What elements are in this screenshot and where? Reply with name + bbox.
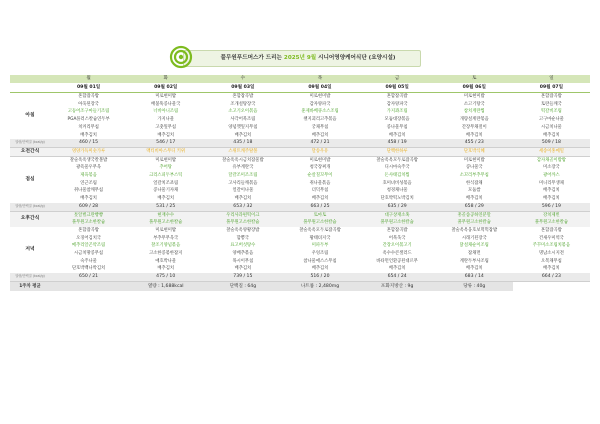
menu-item: 콩나물기자채 bbox=[153, 188, 179, 194]
menu-item: 돈사태김치찜 bbox=[384, 173, 410, 179]
nutrition-value: 531 / 25 bbox=[127, 203, 204, 211]
pm_snack-row bbox=[10, 219, 590, 227]
nutrition-value: 653 / 32 bbox=[204, 203, 281, 211]
weekly-value: 포화지방산 : 9g bbox=[359, 281, 436, 291]
menu-item: 고구마순나물 bbox=[538, 117, 564, 123]
nutrition-value: 458 / 19 bbox=[359, 139, 436, 147]
date-cell: 09월 01일 bbox=[50, 83, 127, 93]
title-text: 시니어영양케어식단 (요양시설) bbox=[318, 55, 396, 61]
menu-item: 배추김치 bbox=[234, 266, 252, 272]
title-banner bbox=[183, 50, 421, 67]
menu-item: 오복채무침 bbox=[541, 258, 562, 264]
menu-item: 풀무원고소한칼슘 bbox=[359, 219, 436, 227]
menu-item: 호미녀비성볶음 bbox=[382, 180, 412, 186]
menu-item: 토란들깨국 bbox=[541, 101, 562, 107]
breakfast-row bbox=[10, 132, 590, 140]
dinner-row bbox=[10, 227, 590, 235]
date-cell: 09월 07일 bbox=[513, 83, 590, 93]
menu-item: 시금치땅콩무침 bbox=[74, 251, 104, 257]
menu-item: 미로현미밥 bbox=[309, 94, 331, 99]
menu-item: 한식잡채 bbox=[465, 180, 483, 186]
breakfast-row bbox=[10, 116, 590, 124]
menu-item: 혼합잡곡밥 bbox=[386, 94, 408, 99]
date-cell: 09월 04일 bbox=[281, 83, 358, 93]
snack-item: 단백한하루 bbox=[359, 147, 436, 156]
menu-item: 연근조림 bbox=[80, 180, 97, 186]
logo-icon bbox=[169, 45, 193, 69]
menu-item: 얼갈이나물 bbox=[232, 188, 254, 194]
menu-item: 혼합잡곡밥 bbox=[541, 94, 562, 99]
menu-item: 풀무원고소한칼슘 bbox=[204, 219, 281, 227]
menu-item: 배불뚝콩나물국 bbox=[151, 101, 181, 107]
menu-item: 취나물참깨무침 bbox=[74, 188, 104, 194]
menu-item: 오징어김치국 bbox=[76, 235, 102, 241]
snack-item: 세송이홍메밀 bbox=[513, 147, 590, 156]
menu-table bbox=[10, 75, 590, 291]
nutrition-label: 열량/단백질 (kcal/g) bbox=[10, 273, 50, 281]
menu-item: 숙주나물 bbox=[80, 258, 97, 264]
menu-item: 고사리들깨볶음 bbox=[228, 180, 258, 186]
menu-item: 단호박백나박김치 bbox=[71, 266, 106, 272]
menu-item: 조개설탕장국 bbox=[230, 101, 256, 107]
menu-item: 양배추볶음 bbox=[232, 251, 254, 257]
menu-item: 간장무채절이 bbox=[461, 124, 487, 130]
menu-item: 가지꽈조림 bbox=[386, 109, 408, 115]
menu-item: 배추김치 bbox=[543, 132, 560, 138]
menu-item: 미파두부 bbox=[311, 243, 329, 249]
menu-item: 메추리알곤약조림 bbox=[71, 243, 106, 249]
date-row bbox=[10, 83, 590, 93]
menu-item: 배추김치 bbox=[311, 196, 329, 202]
nutrition-value: 455 / 23 bbox=[436, 139, 513, 147]
menu-item: 달걀조미조조림 bbox=[228, 173, 258, 179]
menu-item: 찰조기양념볶음 bbox=[151, 243, 181, 249]
nutrition-value: 654 / 24 bbox=[359, 273, 436, 281]
menu-item: 간장오이볶고기 bbox=[382, 243, 412, 249]
menu-item: 배추김치 bbox=[80, 132, 97, 138]
snack-item: 영양가득미숫가루 bbox=[50, 147, 127, 156]
menu-item: 개량설계란볶음 bbox=[459, 117, 489, 123]
menu-item: 모둠쌈 bbox=[468, 188, 481, 194]
menu-item: 궁채무침 bbox=[311, 124, 329, 130]
menu-item: 미로현미밥 bbox=[463, 157, 485, 163]
weekly-value: 단백질 : 64g bbox=[204, 281, 281, 291]
dinner-row bbox=[10, 265, 590, 273]
page-title bbox=[198, 51, 418, 66]
nutrition-label: 열량/단백질 (kcal/g) bbox=[10, 139, 50, 147]
am-snack-row bbox=[10, 147, 590, 156]
menu-item: 더덕무침 bbox=[311, 188, 329, 194]
snack-item: 맥티비아스무디 키위 bbox=[127, 147, 204, 156]
day-header: 월 bbox=[50, 75, 127, 83]
menu-item: 청국장찌개 bbox=[309, 165, 331, 171]
menu-item: 모둠대장볶음 bbox=[384, 117, 410, 123]
menu-item: 배추김치 bbox=[388, 132, 406, 138]
menu-item: 배추김치 bbox=[543, 196, 560, 202]
nutrition-value: 546 / 17 bbox=[127, 139, 204, 147]
snack-item: 단호박식혜 bbox=[436, 147, 513, 156]
day-header: 토 bbox=[436, 75, 513, 83]
menu-item: 배추김치 bbox=[311, 266, 329, 272]
menu-item: 고소한콩볶한잡지 bbox=[149, 251, 183, 257]
menu-item: 건새우미역국 bbox=[538, 235, 564, 241]
date-cell: 09월 02일 bbox=[127, 83, 204, 93]
menu-item: 배추김치 bbox=[80, 196, 97, 202]
menu-item: 감자양파국 bbox=[309, 101, 331, 107]
brand-text: 풀무원푸드머스가 드리는 bbox=[220, 55, 282, 61]
nutrition-value: 739 / 15 bbox=[204, 273, 281, 281]
menu-item: 사각어묵조림 bbox=[230, 117, 256, 123]
nutrition-value: 635 / 29 bbox=[359, 203, 436, 211]
menu-item: 애호박나물 bbox=[155, 258, 177, 264]
menu-item: 흥골솜공하연분말 bbox=[436, 211, 513, 219]
lunch-row bbox=[10, 164, 590, 172]
date-cell: 09월 05일 bbox=[359, 83, 436, 93]
menu-item: 우엉조림 bbox=[311, 251, 329, 257]
menu-item: 미니리무생채 bbox=[538, 180, 564, 186]
menu-item: 챌지괴리고추볶음 bbox=[303, 117, 337, 123]
menu-item: 찰술옥옥웅호보떡먹잡밥 bbox=[451, 227, 498, 233]
day-header: 화 bbox=[127, 75, 204, 83]
menu-item: 감자채골이밥밥 bbox=[536, 157, 566, 163]
day-header: 수 bbox=[204, 75, 281, 83]
menu-item: 계란두부사조림 bbox=[459, 258, 489, 264]
menu-item: 찰술옥옥양황장밥 bbox=[226, 227, 260, 233]
menu-item: 혼합잡곡밥 bbox=[232, 94, 254, 99]
menu-item: 톳알벌크란빵빵 bbox=[50, 211, 127, 219]
dinner-row bbox=[10, 250, 590, 258]
nutrition-value: 475 / 10 bbox=[127, 273, 204, 281]
menu-item: 풀무원고소한칼슘 bbox=[513, 219, 590, 227]
nutrition-value: 683 / 14 bbox=[436, 273, 513, 281]
lunch-row bbox=[10, 195, 590, 203]
menu-item: 표고버섯탕수 bbox=[230, 243, 256, 249]
day-header: 일 bbox=[513, 75, 590, 83]
menu-item: 닭설채순이조림 bbox=[459, 243, 489, 249]
menu-item: 가지나물 bbox=[157, 117, 175, 123]
menu-item: 배추김치 bbox=[465, 132, 483, 138]
pm_snack-label: 오후간식 bbox=[10, 211, 50, 227]
breakfast-row bbox=[10, 108, 590, 116]
menu-item: 찰술옥옥생국칼볼밥 bbox=[69, 157, 108, 163]
menu-item: 고춧잎무침 bbox=[155, 124, 177, 130]
menu-item: 혼합잡곡밥 bbox=[386, 227, 408, 233]
snack-item: 달송우유 bbox=[281, 147, 358, 156]
menu-item: 현재수수 bbox=[127, 211, 204, 219]
dinner-label: 저녁 bbox=[25, 247, 35, 253]
nutrition-value: 596 / 19 bbox=[513, 203, 590, 211]
menu-item: 크리스피두부스틱 bbox=[149, 173, 183, 179]
menu-item: 풀무원고소한칼슘 bbox=[281, 219, 358, 227]
menu-item: 양념깻잎지무침 bbox=[228, 124, 258, 130]
menu-item: 미로현미밥 bbox=[309, 157, 331, 163]
menu-item: 참나물애스스무침 bbox=[303, 258, 337, 264]
menu-item: 부추무무욱국 bbox=[153, 235, 179, 241]
day-header-row bbox=[10, 75, 590, 83]
pm_snack-row bbox=[10, 211, 590, 219]
menu-item: PGA플러스칼슘연두부 bbox=[67, 117, 110, 123]
menu-item: 미로현미밥 bbox=[155, 94, 177, 99]
menu-item: 잡채면 bbox=[468, 251, 481, 257]
dinner-nutrition-row bbox=[10, 273, 590, 281]
menu-item: 배추김치 bbox=[157, 132, 175, 138]
menu-item: 혼합잡곡밥 bbox=[78, 227, 99, 233]
menu-item: 강치제빈 bbox=[513, 211, 590, 219]
menu-item: 배추김치 bbox=[157, 196, 175, 202]
menu-item: 고등어조구마들기조림 bbox=[67, 109, 110, 115]
menu-item: 풀무원고소한칼슘 bbox=[50, 219, 127, 227]
menu-item: 주꾸미소조림치볶음 bbox=[532, 243, 571, 249]
menu-item: 배추김치 bbox=[543, 266, 560, 272]
weekly-value: 당류 : 40g bbox=[436, 281, 513, 291]
menu-item: 목시이무침 bbox=[232, 258, 254, 264]
menu-item: 찰술옥옥모두로잡곡밥 bbox=[376, 157, 418, 163]
nutrition-value: 664 / 23 bbox=[513, 273, 590, 281]
menu-item: 단호박떡노박김치 bbox=[380, 196, 414, 202]
menu-item: 찰술옥옥시금치잡물밥 bbox=[222, 157, 264, 163]
menu-item: 풀무원고소한칼슘 bbox=[127, 219, 204, 227]
menu-item: 너비아니조림 bbox=[153, 109, 179, 115]
corner-cell bbox=[10, 75, 50, 83]
weekly-value: 나트륨 : 2,480mg bbox=[281, 281, 358, 291]
menu-item: 황태뎌지국 bbox=[309, 235, 331, 241]
menu-item: 취나물볶음 bbox=[309, 180, 331, 186]
weekly-value: 열량 : 1,688kcal bbox=[127, 281, 204, 291]
lunch-row bbox=[10, 180, 590, 188]
menu-item: 소고기오이볶음 bbox=[228, 109, 258, 115]
menu-item: 치커리무침 bbox=[78, 124, 99, 130]
menu-item: 배추김치 bbox=[543, 188, 560, 194]
breakfast-label: 아침 bbox=[25, 113, 35, 119]
breakfast-row bbox=[10, 101, 590, 109]
menu-item: 떡갈비조림 bbox=[541, 109, 562, 115]
nutrition-value: 663 / 25 bbox=[281, 203, 358, 211]
menu-item: 바타먼언환공된대르무 bbox=[376, 258, 418, 264]
nutrition-value: 472 / 21 bbox=[281, 139, 358, 147]
am-snack-label: 오전간식 bbox=[10, 147, 50, 156]
menu-item: 아욱된장국 bbox=[78, 101, 99, 107]
menu-item: 참치계란찜 bbox=[463, 109, 485, 115]
menu-item: 명남소시지전 bbox=[538, 251, 564, 257]
nutrition-value: 609 / 28 bbox=[50, 203, 127, 211]
dinner-row bbox=[10, 258, 590, 266]
menu-item: 콩나물국 bbox=[465, 165, 483, 171]
menu-item: 토마토 bbox=[281, 211, 358, 219]
menu-item: 제육볶음 bbox=[80, 173, 97, 179]
dinner-row bbox=[10, 242, 590, 250]
date-cell: 09월 06일 bbox=[436, 83, 513, 93]
menu-item: 배추김치 bbox=[234, 196, 252, 202]
menu-item: 합뽕국 bbox=[236, 235, 250, 241]
menu-item: 순살칠꼬무이 bbox=[307, 173, 333, 179]
weekly-spacer bbox=[50, 281, 127, 291]
menu-item: 소꼬리부추무침 bbox=[459, 173, 489, 179]
menu-item: 배추김치 bbox=[234, 132, 252, 138]
menu-item: 혼합잡곡밥 bbox=[541, 227, 562, 233]
day-header: 목 bbox=[281, 75, 358, 83]
breakfast-row bbox=[10, 124, 590, 132]
lunch-label: 점심 bbox=[25, 176, 35, 182]
dinner-row bbox=[10, 235, 590, 243]
month-text: 2025년 9월 bbox=[283, 55, 317, 61]
menu-item: 풀무원고소한칼슘 bbox=[436, 219, 513, 227]
menu-item: 광어까스 bbox=[543, 173, 560, 179]
menu-item: 시래기된장국 bbox=[461, 235, 487, 241]
nutrition-value: 460 / 15 bbox=[50, 139, 127, 147]
menu-item: 배추김치 bbox=[311, 132, 329, 138]
menu-item: 옥수수콘샐러드 bbox=[382, 251, 412, 257]
nutrition-value: 435 / 18 bbox=[204, 139, 281, 147]
menu-item: 감자양파국 bbox=[386, 101, 408, 107]
menu-item: 청경채나물 bbox=[386, 188, 408, 194]
lunch-row bbox=[10, 187, 590, 195]
menu-item: 대구상재소혹 bbox=[359, 211, 436, 219]
nutrition-value: 650 / 21 bbox=[50, 273, 127, 281]
weekly-label: 1주차 평균 bbox=[10, 281, 50, 291]
menu-item: 미로현미밥 bbox=[463, 94, 485, 99]
menu-item: 미로현미밥 bbox=[155, 227, 177, 233]
menu-item: 훈제바베큐소스조림 bbox=[301, 109, 339, 115]
menu-item: 소고기탕국 bbox=[463, 101, 485, 107]
lunch-row bbox=[10, 172, 590, 180]
menu-item: 혼합잡곡밥 bbox=[78, 94, 99, 99]
menu-item: 미로현미밥 bbox=[155, 157, 177, 163]
menu-item: 찰술옥옥모두로잡곡밥 bbox=[299, 227, 341, 233]
menu-item: 추어탕 bbox=[159, 165, 172, 171]
breakfast-nutrition-row bbox=[10, 139, 590, 147]
menu-item: 시금치나물 bbox=[541, 124, 562, 130]
menu-item: 미소장국 bbox=[543, 165, 560, 171]
nutrition-value: 658 / 29 bbox=[436, 203, 513, 211]
lunch-nutrition-row bbox=[10, 203, 590, 211]
menu-item: 우리사과편떡이크 bbox=[204, 211, 281, 219]
nutrition-value: 509 / 18 bbox=[513, 139, 590, 147]
nutrition-label: 열량/단백질 (kcal/g) bbox=[10, 203, 50, 211]
menu-item: 배추김치 bbox=[465, 266, 483, 272]
menu-item: 배추김치 bbox=[388, 266, 406, 272]
lunch-row bbox=[10, 156, 590, 164]
day-header: 금 bbox=[359, 75, 436, 83]
menu-item: 유부계란국 bbox=[232, 165, 254, 171]
date-corner bbox=[10, 83, 50, 93]
menu-item: 디시마숙주국 bbox=[384, 165, 410, 171]
menu-item: 콩나물무침 bbox=[386, 124, 408, 130]
menu-item: 배추김치 bbox=[157, 266, 175, 272]
weekly-average-row bbox=[10, 281, 590, 291]
menu-item: 얼갈치조죠림 bbox=[153, 180, 179, 186]
menu-item: 배추김치 bbox=[465, 196, 483, 202]
nutrition-value: 516 / 20 bbox=[281, 273, 358, 281]
breakfast-row bbox=[10, 93, 590, 101]
menu-item: 어묵욱국 bbox=[388, 235, 406, 241]
date-cell: 09월 03일 bbox=[204, 83, 281, 93]
snack-item: 스위트캐주탈볼 bbox=[204, 147, 281, 156]
menu-item: 광욕물우무욱 bbox=[76, 165, 102, 171]
